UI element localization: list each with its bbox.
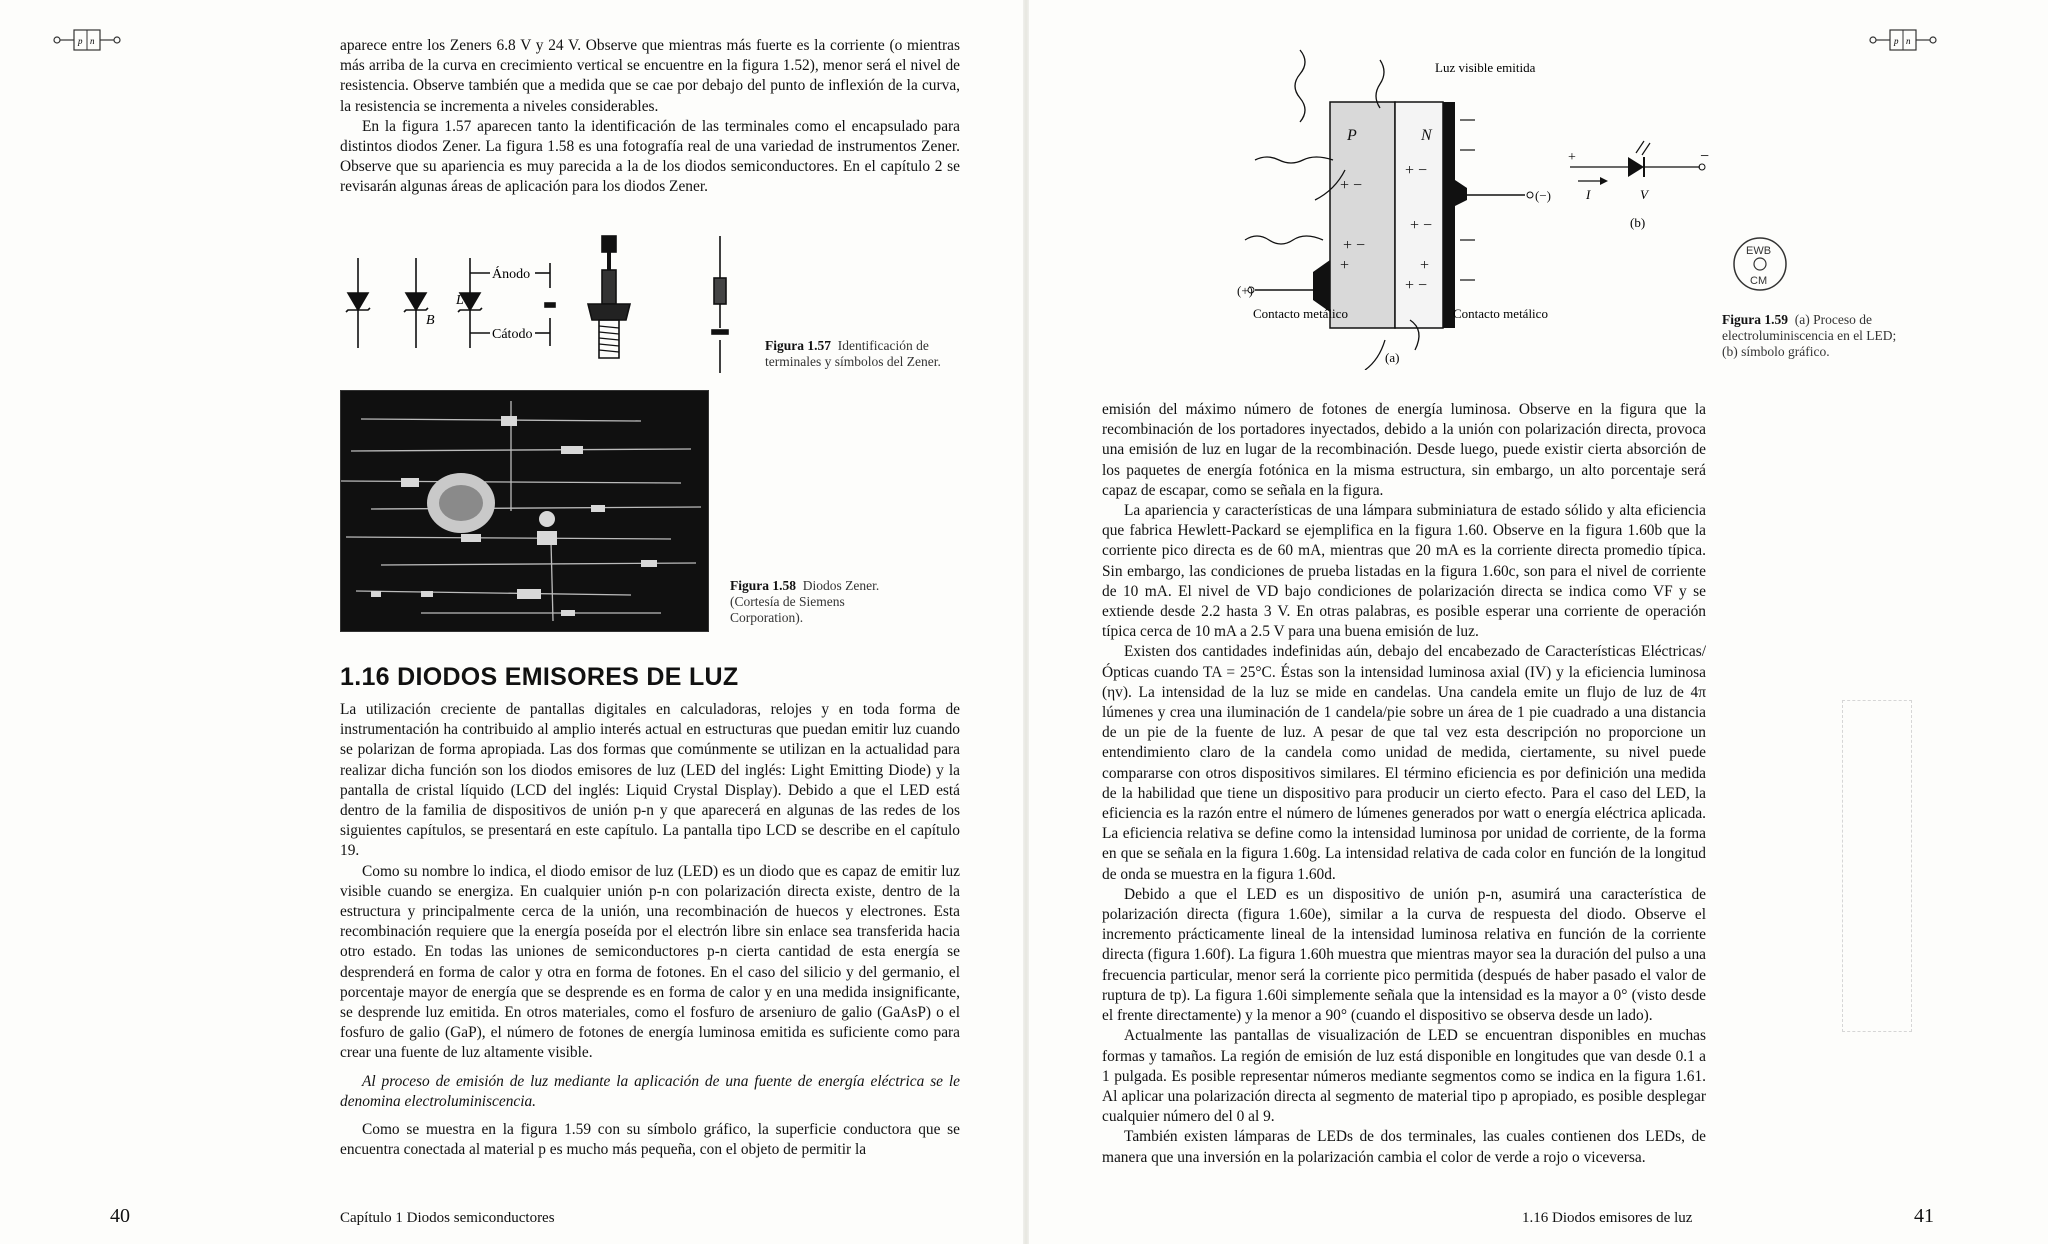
svg-text:EWB: EWB <box>1746 245 1772 257</box>
svg-text:I: I <box>1586 187 1591 202</box>
zener-diodes-photo <box>340 390 709 632</box>
faded-stamp <box>1842 700 1912 1032</box>
svg-text:+: + <box>1420 257 1430 274</box>
svg-text:+: + <box>1568 150 1576 165</box>
section-body <box>340 700 960 1160</box>
paragraph: Debido a que el LED es un dispositivo de unión p-n, asumirá una característica de polarización directa (figura 1.60e), similar a la curva de respuesta del diodo. Observe el incremento prácticamente lineal de la intensidad luminosa relativa en función de la corriente directa (figura 1.60f). La figura 1.60h muestra que mientras mayor sea la duración del pulso a una frecuencia particular, menor será la corriente pico permitida (después de haber pasado el valor de ruptura de tp). La figura 1.60i simplemente señala que la intensidad es la mayor a 0° (visto desde el frente directamente) y la menor a 90° (cuando el dispositivo se observa desde un lado). <box>1102 885 1706 1025</box>
metal-contact-right-label: Contacto metálico <box>1453 306 1548 321</box>
svg-text:+ −: + − <box>1405 162 1428 179</box>
paragraph: Como su nombre lo indica, el diodo emisor de luz (LED) es un diodo que es capaz de emitir luz visible cuando se energiza. En cualquier unión p-n con polarización directa existe, dentro de la estructura y principalmente cerca de la unión, una recombinación de huecos y electrones. Esta recombinación requiere que la energía poseída por el electrón libre sin enlace sea transferida hacia otro estado. En todas las uniones de semiconductores p-n cierta cantidad de esta energía se desprenderá en forma de calor y otra en forma de fotones. En el caso del silicio y del germanio, el porcentaje mayor de energía que se desprende es en forma de calor y en una medida insignificante, se desprende luz emitida. En otros materiales, como el fosfuro de arseniuro de galio (GaAsP) o el fosfuro de galio (GaP), el número de fotones de energía luminosa emitida es suficiente como para crear una fuente de luz altamente visible. <box>340 862 960 1062</box>
caption-number: Figura 1.57 <box>765 338 831 353</box>
svg-text:V: V <box>1640 187 1648 202</box>
caption-text: Diodos Zener. (Cortesía de Siemens Corporation). <box>730 578 880 625</box>
svg-text:+ −: + − <box>1410 217 1433 234</box>
paragraph: Actualmente las pantallas de visualización de LED se encuentran disponibles en muchas formas y tamaños. La región de emisión de luz está disponible en longitudes que van desde 0.1 a 1 pulgada. Es posible representar números mediante segmentos como se indica en la figura 1.61. Al aplicar una polarización directa al segmento de material tipo p apropiado, es posible desplegar cualquier número del 0 al 9. <box>1102 1027 1706 1126</box>
paragraph: En la figura 1.57 aparecen tanto la identificación de las terminales como el encapsulado para distintos diodos Zener. La figura 1.58 es una fotografía real de una variedad de instrumentos Zener. Observe que su apariencia es muy parecida a la de los diodos semiconductores. En el capítulo 2 se revisarán algunas áreas de aplicación para los diodos Zener. <box>340 117 960 196</box>
ewb-cm-logo <box>1732 232 1788 296</box>
svg-text:(+): (+) <box>1237 283 1253 298</box>
paragraph: La apariencia y características de una lámpara subminiatura de estado sólido y alta eficiencia que fabrica Hewlett-Packard se ejemplifica en la figura 1.60. Observe en la figura 1.60b que la corriente pico directa es de 60 mA, mientras que 20 mA es la corriente directa promedio típica. Sin embargo, las condiciones de prueba listadas en la figura 1.60c, son para el nivel de corriente de 10 mA. El nivel de VD bajo condiciones de polarización directa se indica como VF y se extiende desde 2.2 hasta 3 V. En otras palabras, es posible esperar una corriente de operación típica cerca de 10 mA a 2.5 V para una buena emisión de luz. <box>1102 502 1706 641</box>
fig159-caption <box>1722 312 1912 360</box>
subfigure-a-label: (a) <box>1385 350 1400 365</box>
svg-text:p: p <box>1894 36 1899 46</box>
running-footer-right: 1.16 Diodos emisores de luz <box>1522 1210 1693 1226</box>
svg-text:+ −: + − <box>1343 237 1366 254</box>
svg-text:−: − <box>1700 148 1710 165</box>
subfigure-b-label: (b) <box>1630 215 1646 230</box>
svg-text:N: N <box>1421 127 1432 144</box>
right-page-body <box>1102 400 1706 1168</box>
paragraph: emisión del máximo número de fotones de energía luminosa. Observe en la figura que la recombinación de los portadores inyectados, debido a la unión con polarización directa, provoca una emisión de luz en lugar de la recombinación. Desde luego, puede existir cierta absorción de los paquetes de energía fotónica en la misma estructura, sin embargo, un alto porcentaje será capaz de escapar, como se señala en la figura. <box>1102 401 1706 499</box>
svg-text:+ −: + − <box>1405 277 1428 294</box>
svg-text:(−): (−) <box>1535 188 1551 203</box>
definition-paragraph: Al proceso de emisión de luz mediante la aplicación de una fuente de energía eléctrica se le denomina electroluminiscencia. <box>340 1072 960 1110</box>
fig158-caption <box>730 578 920 626</box>
svg-text:p: p <box>78 36 83 46</box>
page-number-left: 40 <box>110 1205 130 1227</box>
metal-contact-left-label: Contacto metálico <box>1253 306 1348 321</box>
svg-text:+ −: + − <box>1340 177 1363 194</box>
svg-text:P: P <box>1347 127 1357 144</box>
zener-label-l: L <box>456 293 464 308</box>
paragraph: Como se muestra en la figura 1.59 con su símbolo gráfico, la superficie conductora que se encuentra conectada al material p es mucho más pequeña, con el objeto de permitir la <box>340 1121 960 1159</box>
paragraph: También existen lámparas de LEDs de dos terminales, las cuales contienen dos LEDs, de manera que una inversión en la polarización cambia el color de verde a rojo o viceversa. <box>1102 1128 1706 1166</box>
paragraph: La utilización creciente de pantallas digitales en calculadoras, relojes y en toda forma de instrumentación ha contribuido al amplio interés actual en estructuras que puedan emitir luz cuando se polarizan de forma apropiada. Las dos formas que comúnmente se utilizan en la actualidad para realizar dicha función son los diodos emisores de luz (LED del inglés: Light Emitting Diode) y la pantalla de cristal líquido (LCD del inglés: Liquid Crystal Display). Debido a que el LED está dentro de la familia de dispositivos de unión p-n y que aparecerá en algunas de las redes de los siguientes capítulos, se presentará en este capítulo. La pantalla tipo LCD se describe en el capítulo 19. <box>340 701 960 860</box>
led-electroluminescence-diagram <box>1235 40 1575 370</box>
anode-label: Ánodo <box>492 267 531 282</box>
caption-number: Figura 1.59 <box>1722 312 1788 327</box>
pn-junction-icon <box>52 22 122 58</box>
caption-text: Identificación de terminales y símbolos del Zener. <box>765 338 941 369</box>
running-footer-left: Capítulo 1 Diodos semiconductores <box>340 1210 555 1226</box>
paragraph: Existen dos cantidades indefinidas aún, debajo del encabezado de Características Eléctricas/Ópticas cuando TA = 25°C. Éstas son la intensidad luminosa axial (IV) y la eficiencia luminosa (ηv). La intensidad de la luz se mide en candelas. Una candela emite un flujo de luz de 4π lúmenes y crea una iluminación de 1 candela/pie sobre un área de 1 pie cuadrado a una distancia de un pie de la fuente de luz. A pesar de que tal vez esta descripción no proporcione un entendimiento claro de la candela como unidad de medida, ciertamente, su nivel puede compararse con otros dispositivos similares. El término eficiencia es por definición una medida de la habilidad que tiene un dispositivo para producir un cierto efecto. Para el caso del LED, la eficiencia es la razón entre el número de lúmenes generados por watt o energía eléctrica aplicada. La eficiencia relativa se define como la intensidad luminosa por unidad de corriente, de la forma en que se señala en la figura 1.60g. La intensidad relativa de cada color en función de la longitud de onda se muestra en la figura 1.60d. <box>1102 643 1706 883</box>
intro-text <box>340 36 960 198</box>
page-number-right: 41 <box>1914 1205 1934 1227</box>
caption-text: (a) Proceso de electroluminiscencia en el LED; (b) símbolo gráfico. <box>1722 312 1897 359</box>
svg-text:n: n <box>90 36 95 46</box>
paragraph: aparece entre los Zeners 6.8 V y 24 V. Observe que mientras más fuerte es la corriente (o mientras más arriba de la curva en crecimiento vertical se encuentre en la figura 1.52), menor será el nivel de resistencia. Observe también que a medida que se cae por debajo del punto de inflexión de la curva, la resistencia se incrementa a niveles considerables. <box>340 37 960 115</box>
zener-symbols-figure <box>340 228 750 378</box>
visible-light-label: Luz visible emitida <box>1435 60 1536 75</box>
caption-number: Figura 1.58 <box>730 578 796 593</box>
svg-text:n: n <box>1906 36 1911 46</box>
svg-text:+: + <box>1340 257 1350 274</box>
led-symbol <box>1560 135 1720 235</box>
page-gutter <box>1023 0 1029 1244</box>
cathode-label: Cátodo <box>492 327 533 342</box>
pn-junction-icon <box>1868 22 1938 58</box>
fig157-caption <box>765 338 985 370</box>
zener-label-b: B <box>426 313 435 328</box>
svg-text:CM: CM <box>1750 275 1768 287</box>
section-heading: 1.16 DIODOS EMISORES DE LUZ <box>340 663 739 691</box>
